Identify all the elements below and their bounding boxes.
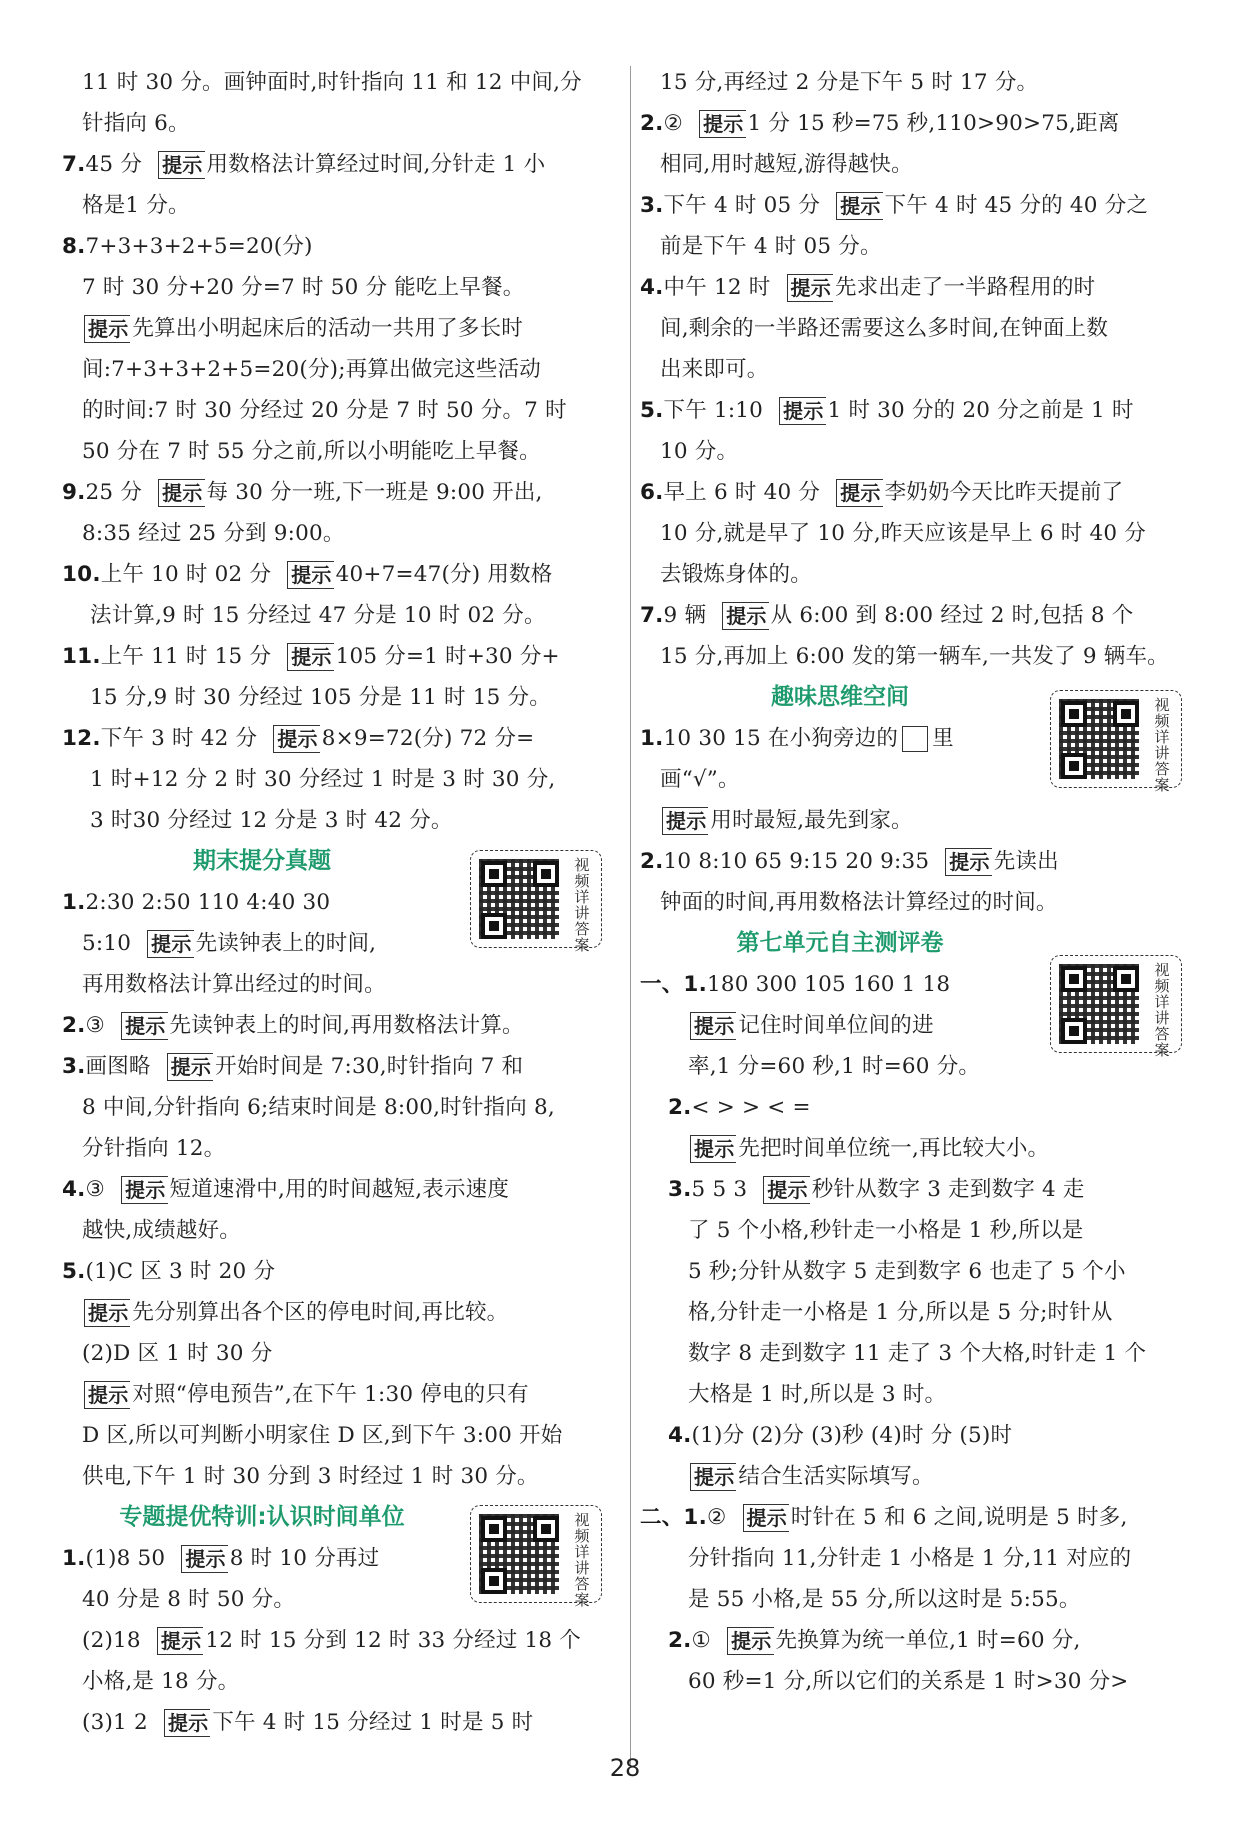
hint-text: 12 时 15 分到 12 时 33 分经过 18 个: [205, 1628, 582, 1653]
text-line: [640, 1210, 1202, 1251]
answer-text: 下午 3 时 42 分: [100, 726, 258, 751]
text-line: [62, 185, 622, 226]
hint-label: 提示: [158, 151, 204, 179]
answer-text: (1)C 区 3 时 20 分: [85, 1259, 276, 1284]
hint-text: 每 30 分一班,下一班是 9:00 开出,: [206, 480, 543, 505]
hint-label: 提示: [121, 1012, 167, 1040]
text: 里: [932, 726, 954, 751]
column-divider: [630, 66, 631, 1766]
hint-label: 提示: [121, 1176, 167, 1204]
answer-text: 中午 12 时: [663, 275, 771, 300]
section-heading: 趣味思维空间: [771, 684, 909, 710]
answer-r5: [640, 390, 1202, 431]
question-number: 2.: [62, 1013, 86, 1038]
question-number: 10.: [62, 562, 101, 587]
text: 画“√”。: [660, 767, 740, 792]
text-line: [62, 964, 622, 1005]
text-line: [62, 800, 622, 841]
text: 8 中间,分针指向 6;结束时间是 8:00,时针指向 8,: [82, 1095, 555, 1120]
hint-label: 提示: [158, 479, 204, 507]
answer-text: 10 30 15 在小狗旁边的: [663, 726, 899, 751]
exam-answer-2: [62, 1005, 622, 1046]
answer-text: 2:30 2:50 110 4:40 30: [85, 890, 331, 915]
section-heading: 专题提优特训:认识时间单位: [119, 1504, 405, 1530]
text: 越快,成绩越好。: [82, 1218, 241, 1243]
answer-r2: [640, 103, 1202, 144]
hint-text: 用时最短,最先到家。: [710, 808, 913, 833]
text-line: [62, 267, 622, 308]
answer-text: 45 分: [85, 152, 143, 177]
exam-answer-4: [62, 1169, 622, 1210]
text-line: [62, 1661, 622, 1702]
question-number: 8.: [62, 234, 86, 259]
question-number: 2.: [640, 111, 664, 136]
answer-11: [62, 636, 622, 677]
text: 相同,用时越短,游得越快。: [660, 152, 913, 177]
answer-r3: [640, 185, 1202, 226]
hint-label: 提示: [836, 479, 882, 507]
text: 格是1 分。: [82, 193, 190, 218]
text: 小格,是 18 分。: [82, 1669, 240, 1694]
text: 3 时30 分经过 12 分是 3 时 42 分。: [90, 808, 453, 833]
answer-text: 9 辆: [663, 603, 707, 628]
text-line: [62, 1456, 622, 1497]
hint-label: 提示: [157, 1627, 203, 1655]
hint-text: 先换算为统一单位,1 时=60 分,: [775, 1628, 1081, 1653]
question-number: 12.: [62, 726, 101, 751]
hint-text: 对照“停电预告”,在下午 1:30 停电的只有: [132, 1382, 529, 1407]
text-line: [640, 1128, 1202, 1169]
text: 供电,下午 1 时 30 分到 3 时经过 1 时 30 分。: [82, 1464, 539, 1489]
text-line: [640, 349, 1202, 390]
qr-finder-icon: [533, 861, 559, 887]
hint-label: 提示: [690, 1012, 736, 1040]
hint-text: 下午 4 时 45 分的 40 分之: [884, 193, 1149, 218]
hint-text: 从 6:00 到 8:00 经过 2 时,包括 8 个: [770, 603, 1134, 628]
question-number: 5.: [62, 1259, 86, 1284]
answer-7: [62, 144, 622, 185]
answer-text: ①: [691, 1628, 712, 1653]
qr-code-badge[interactable]: [470, 850, 602, 954]
answer-12: [62, 718, 622, 759]
hint-text: 下午 4 时 15 分经过 1 时是 5 时: [212, 1710, 534, 1735]
hint-text: 1 时 30 分的 20 分之前是 1 时: [827, 398, 1134, 423]
hint-text: 短道速滑中,用的时间越短,表示速度: [169, 1177, 510, 1202]
text-line: [62, 1292, 622, 1333]
answer-text: < > > < =: [691, 1095, 811, 1120]
question-number: 1.: [640, 726, 664, 751]
hint-text: 先读出: [993, 849, 1059, 874]
text: 大格是 1 时,所以是 3 时。: [688, 1382, 947, 1407]
text: 1 时+12 分 2 时 30 分经过 1 时是 3 时 30 分,: [90, 767, 556, 792]
hint-text: 用数格法计算经过时间,分针走 1 小: [206, 152, 546, 177]
text-line: [640, 513, 1202, 554]
text-line: [640, 431, 1202, 472]
question-number: 7.: [640, 603, 664, 628]
text-line: [640, 800, 1202, 841]
text: 数字 8 走到数字 11 走了 3 个大格,时针走 1 个: [688, 1341, 1147, 1366]
hint-label: 提示: [164, 1709, 210, 1737]
hint-label: 提示: [727, 1627, 773, 1655]
exam-answer-5: [62, 1251, 622, 1292]
hint-label: 提示: [287, 561, 333, 589]
hint-text: 先读钟表上的时间,: [195, 931, 377, 956]
hint-label: 提示: [287, 643, 333, 671]
answer-r6: [640, 472, 1202, 513]
qr-finder-icon: [1113, 701, 1139, 727]
text: 10 分,就是早了 10 分,昨天应该是早上 6 时 40 分: [660, 521, 1146, 546]
text-line: [640, 1333, 1202, 1374]
text: 15 分,再加上 6:00 发的第一辆车,一共发了 9 辆车。: [660, 644, 1169, 669]
qr-code-badge[interactable]: [1050, 955, 1182, 1059]
text: 间,剩余的一半路还需要这么多时间,在钟面上数: [660, 316, 1109, 341]
question-number: 11.: [62, 644, 101, 669]
answer-r7: [640, 595, 1202, 636]
text-line: [62, 1087, 622, 1128]
text-line: [640, 1661, 1202, 1702]
text-line: [62, 431, 622, 472]
answer-r4: [640, 267, 1202, 308]
text: 出来即可。: [660, 357, 769, 382]
hint-label: 提示: [763, 1176, 809, 1204]
text: 15 分,再经过 2 分是下午 5 时 17 分。: [660, 70, 1039, 95]
section-number: 二、: [640, 1505, 684, 1530]
exam-answer-3: [62, 1046, 622, 1087]
text-line: [640, 144, 1202, 185]
answer-text: ③: [85, 1013, 106, 1038]
question-number: 6.: [640, 480, 664, 505]
qr-code-badge[interactable]: [1050, 690, 1182, 794]
text-line: [62, 677, 622, 718]
question-number: 4.: [62, 1177, 86, 1202]
text-line: [640, 1251, 1202, 1292]
text-line: [62, 308, 622, 349]
unit-answer-3: [640, 1169, 1202, 1210]
text-line: [62, 1374, 622, 1415]
text-line: [62, 390, 622, 431]
question-number: 3.: [668, 1177, 692, 1202]
text-line: [62, 595, 622, 636]
answer-text: ②: [706, 1505, 727, 1530]
hint-text: 先求出走了一半路程用的时: [834, 275, 1096, 300]
answer-text: 下午 4 时 05 分: [663, 193, 821, 218]
answer-text: 画图略: [85, 1054, 151, 1079]
hint-label: 提示: [690, 1135, 736, 1163]
question-number: 9.: [62, 480, 86, 505]
qr-label: 视频详讲答案: [574, 1511, 590, 1609]
answer-text: 早上 6 时 40 分: [663, 480, 821, 505]
text-line: [62, 759, 622, 800]
answer-text: 7+3+3+2+5=20(分): [85, 234, 313, 259]
hint-text: 8×9=72(分) 72 分=: [321, 726, 535, 751]
qr-finder-icon: [481, 1516, 507, 1542]
text-line: [640, 554, 1202, 595]
answer-text: (3)1 2: [82, 1710, 148, 1735]
hint-text: 李奶奶今天比昨天提前了: [884, 480, 1124, 505]
text-line: [640, 1456, 1202, 1497]
question-number: 1.: [683, 1505, 707, 1530]
answer-text: 5 5 3: [691, 1177, 748, 1202]
text: 前是下午 4 时 05 分。: [660, 234, 882, 259]
text-line: [640, 882, 1202, 923]
fun-answer-2: [640, 841, 1202, 882]
answer-text: 上午 10 时 02 分: [100, 562, 272, 587]
hint-label: 提示: [84, 315, 130, 343]
text-line: [62, 1620, 622, 1661]
hint-text: 105 分=1 时+30 分+: [335, 644, 560, 669]
qr-finder-icon: [1061, 966, 1087, 992]
answer-text: (1)8 50: [85, 1546, 166, 1571]
text: 分针指向 12。: [82, 1136, 226, 1161]
text: 去锻炼身体的。: [660, 562, 812, 587]
text-line: [62, 62, 622, 103]
text-line: [640, 1538, 1202, 1579]
hint-label: 提示: [779, 397, 825, 425]
text: 8:35 经过 25 分到 9:00。: [82, 521, 345, 546]
qr-finder-icon: [1061, 701, 1087, 727]
question-number: 2.: [640, 849, 664, 874]
qr-finder-icon: [1061, 753, 1087, 779]
text-line: [640, 1374, 1202, 1415]
text-line: [640, 62, 1202, 103]
text-line: [640, 636, 1202, 677]
hint-label: 提示: [699, 110, 745, 138]
answer-text: ②: [663, 111, 684, 136]
text: 再用数格法计算出经过的时间。: [82, 972, 386, 997]
qr-finder-icon: [481, 913, 507, 939]
hint-text: 先算出小明起床后的活动一共用了多长时: [132, 316, 524, 341]
qr-label: 视频详讲答案: [1154, 961, 1170, 1059]
hint-text: 先分别算出各个区的停电时间,再比较。: [132, 1300, 509, 1325]
text-line: [640, 1579, 1202, 1620]
hint-label: 提示: [945, 848, 991, 876]
qr-finder-icon: [1061, 1018, 1087, 1044]
hint-text: 40+7=47(分) 用数格: [335, 562, 553, 587]
question-number: 4.: [640, 275, 664, 300]
answer-box: [902, 726, 928, 752]
text-line: [640, 308, 1202, 349]
text: 的时间:7 时 30 分经过 20 分是 7 时 50 分。7 时: [82, 398, 567, 423]
hint-label: 提示: [690, 1463, 736, 1491]
section-number: 一、: [640, 972, 684, 997]
hint-label: 提示: [84, 1381, 130, 1409]
text: 10 分。: [660, 439, 739, 464]
hint-label: 提示: [743, 1504, 789, 1532]
question-number: 2.: [668, 1628, 692, 1653]
text: 7 时 30 分+20 分=7 时 50 分 能吃上早餐。: [82, 275, 525, 300]
text-line: [62, 1415, 622, 1456]
answer-text: 180 300 105 160 1 18: [706, 972, 951, 997]
question-number: 3.: [62, 1054, 86, 1079]
question-number: 1.: [62, 890, 86, 915]
text-line: [62, 1333, 622, 1374]
page-number: 28: [609, 1754, 641, 1782]
qr-finder-icon: [481, 1568, 507, 1594]
answer-text: ③: [85, 1177, 106, 1202]
hint-text: 1 分 15 秒=75 秒,110>90>75,距离: [747, 111, 1120, 136]
answer-10: [62, 554, 622, 595]
hint-text: 先读钟表上的时间,再用数格法计算。: [169, 1013, 524, 1038]
unit-section2-answer-2: [640, 1620, 1202, 1661]
answer-text: 下午 1:10: [663, 398, 764, 423]
text: 分针指向 11,分针走 1 小格是 1 分,11 对应的: [688, 1546, 1132, 1571]
text: 50 分在 7 时 55 分之前,所以小明能吃上早餐。: [82, 439, 541, 464]
section-heading: 第七单元自主测评卷: [736, 930, 944, 956]
right-column: [640, 62, 1202, 1702]
hint-text: 先把时间单位统一,再比较大小。: [738, 1136, 1050, 1161]
qr-label: 视频详讲答案: [1154, 696, 1170, 794]
text: 了 5 个小格,秒针走一小格是 1 秒,所以是: [688, 1218, 1084, 1243]
qr-finder-icon: [481, 861, 507, 887]
unit-answer-4: [640, 1415, 1202, 1456]
qr-finder-icon: [533, 1516, 559, 1542]
hint-label: 提示: [167, 1053, 213, 1081]
section-heading: 期末提分真题: [193, 848, 331, 874]
text: 11 时 30 分。画钟面时,时针指向 11 和 12 中间,分: [82, 70, 582, 95]
hint-text: 开始时间是 7:30,时针指向 7 和: [215, 1054, 524, 1079]
question-number: 1.: [62, 1546, 86, 1571]
text: 60 秒=1 分,所以它们的关系是 1 时>30 分>: [688, 1669, 1129, 1694]
text: 针指向 6。: [82, 111, 190, 136]
hint-label: 提示: [181, 1545, 227, 1573]
hint-label: 提示: [662, 807, 708, 835]
answer-text: (1)分 (2)分 (3)秒 (4)时 分 (5)时: [691, 1423, 1013, 1448]
text: 钟面的时间,再用数格法计算经过的时间。: [660, 890, 1058, 915]
text: 法计算,9 时 15 分经过 47 分是 10 时 02 分。: [90, 603, 546, 628]
answer-9: [62, 472, 622, 513]
unit-answer-2: [640, 1087, 1202, 1128]
hint-text: 结合生活实际填写。: [738, 1464, 934, 1489]
text-line: [62, 103, 622, 144]
answer-8: [62, 226, 622, 267]
qr-code-badge[interactable]: [470, 1505, 602, 1609]
hint-text: 秒针从数字 3 走到数字 4 走: [811, 1177, 1085, 1202]
answer-text: 10 8:10 65 9:15 20 9:35: [663, 849, 930, 874]
hint-label: 提示: [147, 930, 193, 958]
text-line: [62, 349, 622, 390]
question-number: 7.: [62, 152, 86, 177]
hint-text: 时针在 5 和 6 之间,说明是 5 时多,: [790, 1505, 1128, 1530]
text: 是 55 小格,是 55 分,所以这时是 5:55。: [688, 1587, 1081, 1612]
unit-section2-answer-1: [640, 1497, 1202, 1538]
text: 格,分针走一小格是 1 分,所以是 5 分;时针从: [688, 1300, 1113, 1325]
answer-text: 5:10: [82, 931, 132, 956]
text-line: [62, 1128, 622, 1169]
hint-label: 提示: [836, 192, 882, 220]
hint-text: 8 时 10 分再过: [229, 1546, 380, 1571]
question-number: 3.: [640, 193, 664, 218]
hint-text: 记住时间单位间的进: [738, 1013, 934, 1038]
question-number: 2.: [668, 1095, 692, 1120]
question-number: 4.: [668, 1423, 692, 1448]
qr-label: 视频详讲答案: [574, 856, 590, 954]
answer-text: 上午 11 时 15 分: [100, 644, 272, 669]
text: 15 分,9 时 30 分经过 105 分是 11 时 15 分。: [90, 685, 551, 710]
answer-text: 25 分: [85, 480, 143, 505]
text-line: [640, 1292, 1202, 1333]
question-number: 5.: [640, 398, 664, 423]
text-line: [62, 1702, 622, 1743]
text: 间:7+3+3+2+5=20(分);再算出做完这些活动: [82, 357, 541, 382]
qr-finder-icon: [1113, 966, 1139, 992]
text: 40 分是 8 时 50 分。: [82, 1587, 296, 1612]
question-number: 1.: [683, 972, 707, 997]
answer-text: (2)D 区 1 时 30 分: [82, 1341, 273, 1366]
text: D 区,所以可判断小明家住 D 区,到下午 3:00 开始: [82, 1423, 563, 1448]
hint-label: 提示: [787, 274, 833, 302]
answer-text: (2)18: [82, 1628, 141, 1653]
text-line: [62, 1210, 622, 1251]
text-line: [62, 513, 622, 554]
text-line: [640, 226, 1202, 267]
hint-label: 提示: [722, 602, 768, 630]
text: 5 秒;分针从数字 5 走到数字 6 也走了 5 个小: [688, 1259, 1126, 1284]
text: 率,1 分=60 秒,1 时=60 分。: [688, 1054, 981, 1079]
hint-label: 提示: [273, 725, 319, 753]
hint-label: 提示: [84, 1299, 130, 1327]
